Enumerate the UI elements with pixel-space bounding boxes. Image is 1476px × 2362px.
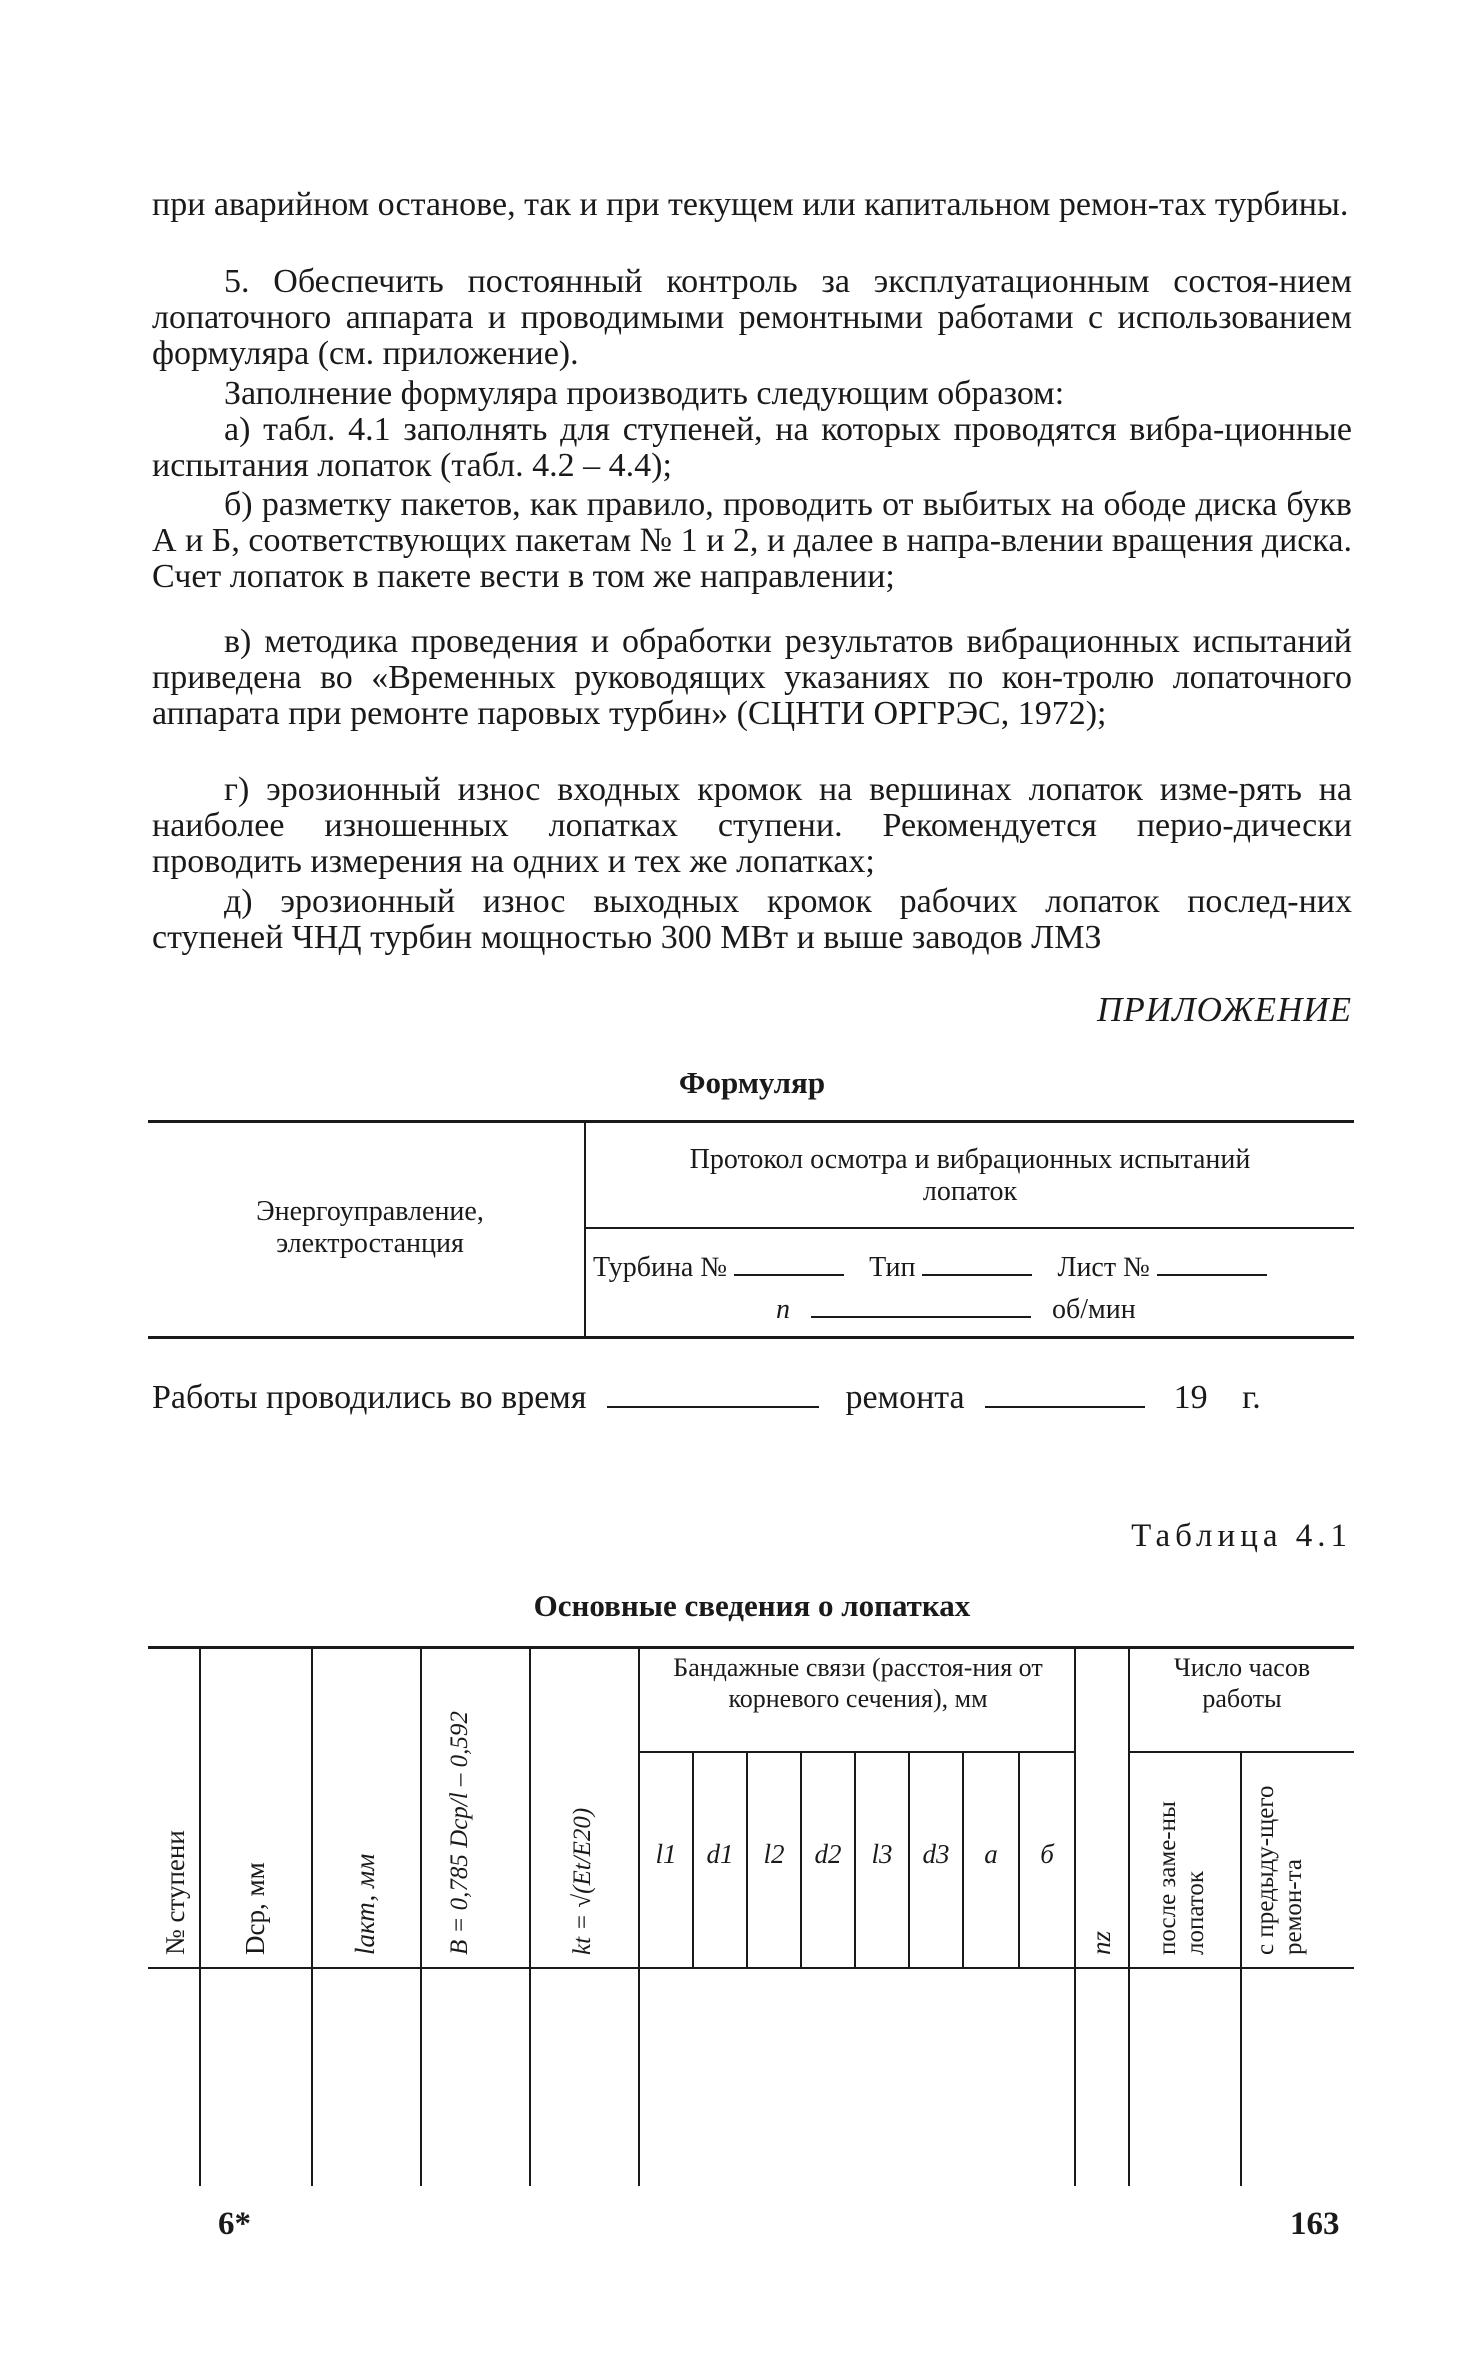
- table-vline: [199, 1646, 201, 2186]
- table-vline: [311, 1646, 313, 2186]
- type-label: Тип: [869, 1252, 916, 1283]
- works-row: [152, 1380, 1352, 1416]
- signature-mark: 6*: [218, 2206, 251, 2242]
- paragraph-4: б) разметку пакетов, как правило, проводить от выбитых на ободе диска букв А и Б, соответствующих пакетам № 1 и 2, и далее в напра-влении вращения диска. Счет лопаток в пакете вести в том же направлении;: [152, 486, 1352, 595]
- rpm-label: об/мин: [1052, 1294, 1136, 1325]
- turbine-number-field[interactable]: [734, 1274, 844, 1276]
- n-label: n: [776, 1294, 790, 1325]
- col-b-header: B = 0,785 Dср/l – 0,592: [446, 1711, 473, 1955]
- paragraph-0: при аварийном останове, так и при текущем или капитальном ремон-тах турбины.: [152, 186, 1349, 223]
- table-vline: [420, 1646, 422, 2186]
- page-number: 163: [1290, 2206, 1340, 2242]
- sheet-label: Лист №: [1057, 1252, 1150, 1283]
- col-after-header: после заме-ны лопаток: [1154, 1801, 1209, 1955]
- bandage-header: Бандажные связи (расстоя-ния от корневого сечения), мм: [673, 1653, 1043, 1713]
- table-vline: [1240, 1751, 1242, 2186]
- bandage-col-b: б: [1040, 1839, 1054, 1869]
- table-vline: [529, 1646, 531, 2186]
- rpm-field[interactable]: [811, 1316, 1031, 1318]
- col-dcp-header: Dср, мм: [240, 1862, 270, 1955]
- col-nz-header: nz: [1086, 1930, 1116, 1955]
- year-suffix: г.: [1242, 1379, 1261, 1416]
- table-title: Основные сведения о лопатках: [533, 1588, 971, 1623]
- paragraph-6: г) эрозионный износ входных кромок на вершинах лопаток изме-рять на наиболее изношенных лопатках ступени. Рекомендуется перио-дически проводить измерения на одних и тех же лопатках;: [152, 771, 1352, 880]
- works-label: Работы проводились во время: [152, 1379, 587, 1416]
- protocol-label: Протокол осмотра и вибрационных испытаний лопаток: [689, 1144, 1251, 1207]
- bandage-sub-rule: [640, 1751, 1076, 1753]
- rpm-row: [776, 1294, 1136, 1326]
- repair-date-field[interactable]: [985, 1406, 1145, 1408]
- paragraph-2: Заполнение формуляра производить следующим образом:: [224, 375, 1065, 412]
- bandage-col-d2: d2: [814, 1839, 842, 1869]
- repair-type-field[interactable]: [607, 1406, 819, 1408]
- form-title: Формуляр: [678, 1065, 826, 1100]
- col-stage-header: № ступени: [160, 1830, 190, 1955]
- bandage-col-d3: d3: [922, 1839, 950, 1869]
- table-number: Таблица 4.1: [1131, 1518, 1352, 1554]
- col-prev-header: с предыду-щего ремон-та: [1252, 1785, 1307, 1955]
- year-prefix: 19: [1173, 1379, 1208, 1416]
- paragraph-1: 5. Обеспечить постоянный контроль за эксплуатационным состоя-нием лопаточного аппарата и проводимыми ремонтными работами с использованием формуляра (см. приложение).: [152, 263, 1352, 372]
- form-bottom-rule: [148, 1336, 1354, 1339]
- form-mid-rule: [586, 1227, 1354, 1229]
- paragraph-7: д) эрозионный износ выходных кромок рабочих лопаток послед-них ступеней ЧНД турбин мощностью 300 МВт и выше заводов ЛМЗ: [152, 883, 1352, 956]
- paragraph-3: а) табл. 4.1 заполнять для ступеней, на которых проводятся вибра-ционные испытания лопаток (табл. 4.2 – 4.4);: [152, 411, 1352, 484]
- bandage-col-l2: l2: [763, 1839, 785, 1869]
- hours-header: Число часов работы: [1173, 1653, 1311, 1713]
- turbine-label: Турбина №: [593, 1252, 728, 1283]
- table-vline: [638, 1646, 640, 2186]
- repair-label: ремонта: [845, 1379, 965, 1416]
- appendix-label: ПРИЛОЖЕНИЕ: [1097, 990, 1352, 1029]
- col-lakt-header: lакт, мм: [350, 1853, 380, 1955]
- table-top-rule: [148, 1646, 1354, 1649]
- sheet-number-field[interactable]: [1157, 1274, 1267, 1276]
- col-kt-header: kt = √(Et/E20): [569, 1807, 596, 1955]
- bandage-col-d1: d1: [706, 1839, 734, 1869]
- hours-sub-rule: [1130, 1751, 1354, 1753]
- bandage-col-a: а: [984, 1839, 998, 1869]
- table-header-rule: [148, 1967, 1354, 1969]
- turbine-row: [593, 1252, 1267, 1284]
- paragraph-5: в) методика проведения и обработки результатов вибрационных испытаний приведена во «Временных руководящих указаниях по кон-тролю лопаточного аппарата при ремонте паровых турбин» (СЦНТИ ОРГРЭС, 1972);: [152, 623, 1352, 732]
- bandage-col-l3: l3: [871, 1839, 893, 1869]
- table-vline: [1074, 1646, 1076, 2186]
- bandage-col-l1: l1: [655, 1839, 677, 1869]
- type-field[interactable]: [922, 1274, 1032, 1276]
- table-vline: [1128, 1646, 1130, 2186]
- form-divider: [584, 1120, 586, 1338]
- org-label: Энергоуправление, электростанция: [256, 1196, 484, 1259]
- form-top-rule: [148, 1120, 1354, 1123]
